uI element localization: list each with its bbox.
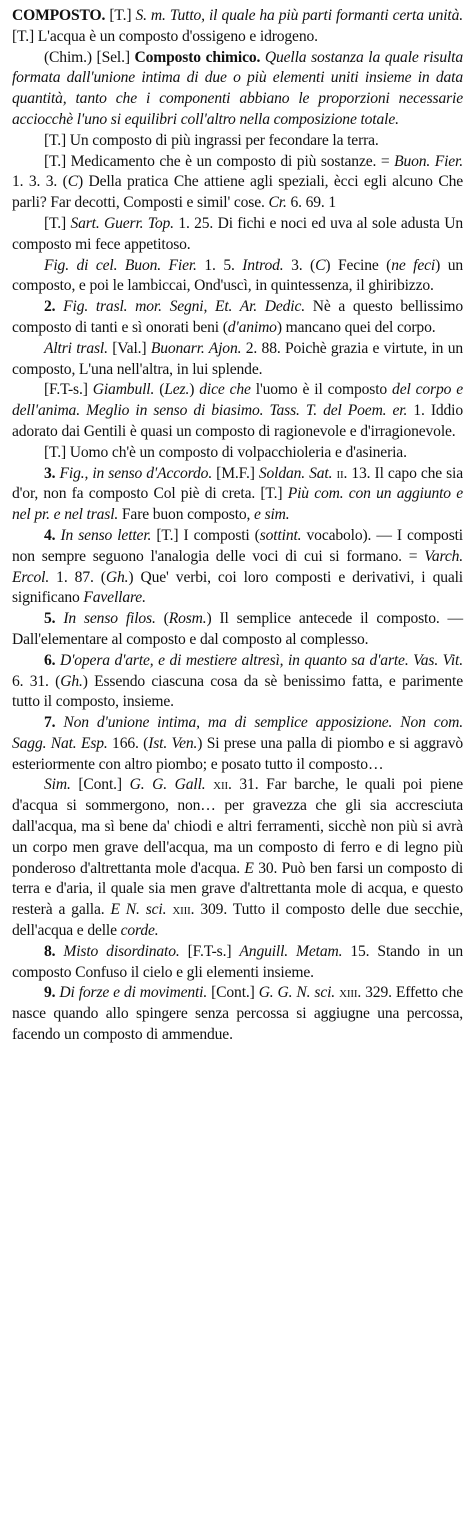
italic-text: Lez. [164,381,190,399]
body-text: (Chim.) [Sel.] [44,48,135,66]
italic-text: Gh. [60,672,83,690]
italic-text: Varch. Ercol. [12,547,463,586]
italic-text: Fig., in senso d'Accordo. [59,464,213,482]
italic-text: Di forze e di movimenti. [59,984,208,1002]
italic-text: G. G. Gall. [129,776,206,794]
bold-text: 6. [44,651,60,669]
italic-text: G. G. N. sci. [258,984,336,1002]
entry-sense-paragraph [12,526,463,609]
dictionary-entry-composto [12,6,463,1046]
entry-sense-paragraph [12,651,463,713]
body-text: 1. 5. [196,256,243,274]
italic-text: E N. sci. [110,901,167,919]
bold-text: 8. [44,942,64,960]
small-caps-text: xiii [172,901,191,919]
body-text: 3. ( [283,256,316,274]
body-text: ) un composto, e poi le lambiccai, Ond'uscì, in quintessenza, il ghiribizzo. [12,256,463,295]
small-caps-text: xii [213,776,228,794]
entry-sense-paragraph [12,775,463,941]
bold-text: COMPOSTO. [12,7,110,24]
entry-sense-paragraph [12,48,463,131]
body-text: [T.] L'acqua è un composto d'ossigeno e idrogeno. [12,27,318,45]
entry-sense-paragraph [12,609,463,651]
body-text: [Cont.] [70,776,130,794]
small-caps-text: ii [336,464,344,482]
bold-text: 5. [44,610,64,628]
bold-text: 2. [44,298,64,316]
body-text: . 31. Far barche, le quali poi piene d'acqua si sommergono, non… per gravezza che gli sia accresciuta dall'acqua, ma sì bene da' chiodi e altri ferramenti, sicchè non più si avrà un corpo men grave dell'acqua, ma un composto di ferro e di legno più ponderoso d'altrettanta mole d'acqua. [12,776,464,877]
italic-text: Soldan. Sat. [258,464,333,482]
italic-text: dice che [199,381,251,399]
entry-sense-paragraph [12,152,463,214]
italic-text: Rosm. [168,610,207,628]
italic-text: Anguill. Metam. [239,942,343,960]
italic-text: Fig. di cel. Buon. Fier. [44,256,197,274]
italic-text: In senso letter. [60,526,152,544]
italic-text: D'opera d'arte, e di mestiere altresì, in quanto sa d'arte. Vas. Vit. [59,651,463,669]
body-text: 1. 3. 3. ( [12,173,68,191]
body-text: [T.] [44,214,71,232]
bold-text: 9. [44,984,60,1002]
body-text: ( [154,381,165,399]
body-text: ) [189,381,200,399]
entry-sense-paragraph [12,297,463,339]
italic-text: Altri trasl. [44,339,108,357]
body-text: . 13. Il capo che sia d'or, non fa composto Col piè di creta. [T.] [12,464,464,503]
italic-text: Gh. [105,568,129,586]
italic-text: d'animo [227,318,277,336]
body-text: Nè a questo bellissimo composto di tanti e sì onorati beni ( [12,298,464,336]
body-text: [T.] I composti ( [151,526,260,544]
body-text: ) Que' verbi, coi loro composti e derivativi, i quali significano [12,568,463,607]
italic-text: Buon. Fier. [394,152,464,170]
bold-text: Composto chimico. [134,48,261,66]
entry-sense-paragraph [12,256,463,298]
body-text: [T.] Uomo ch'è un composto di volpacchioleria e d'asineria. [44,443,407,461]
body-text: [T.] Un composto di più ingrassi per fecondare la terra. [44,131,379,149]
italic-text: Sart. Guerr. Top. [70,214,174,232]
italic-text: Cr. [268,194,287,212]
italic-text: Quella sostanza la quale risulta formata dall'unione intima di due o più elementi uniti insieme in data quantità, tanto che i componenti abbiano le proporzioni necessarie acciocchè l'uno si equilibri coll'altro nella composizione totale. [12,48,463,128]
italic-text: C [315,256,326,274]
body-text: 2. 88. Poichè grazia e virtute, in un composto, L'una nell'altra, in lui splende. [12,339,464,378]
entry-sense-paragraph [12,131,463,152]
italic-text: Non d'unione intima, ma di semplice apposizione. Non com. Sagg. Nat. Esp. [12,714,463,752]
small-caps-text: xiii [339,984,358,1002]
body-text: ) mancano quei del corpo. [276,318,436,336]
italic-text: Introd. [242,256,284,274]
italic-text: Buonarr. Ajon. [150,339,242,357]
body-text: . 329. Effetto che nasce quando allo spingere senza percossa si aggiugne una percossa, facendo un composto di ammendue. [12,984,464,1044]
entry-sense-paragraph [12,983,463,1045]
italic-text: e sim. [254,506,290,524]
italic-text: E [244,859,254,877]
body-text: 1. Iddio adorato dai Gentili è quasi un composto di ragionevole e d'irragionevole. [12,402,464,440]
body-text: 166. ( [107,734,149,752]
entry-sense-paragraph [12,339,463,381]
entry-sense-paragraph [12,713,463,775]
body-text: [T.] Medicamento che è un composto di più sostanze. = [44,152,395,170]
body-text: [Cont.] [207,984,259,1002]
body-text: 1. 25. Di fichi e noci ed uva al sole adusta Un composto mi fece appetitoso. [12,214,463,253]
body-text: ) Fecine ( [325,256,392,274]
body-text: [Val.] [107,339,151,357]
italic-text: Sim. [44,776,71,794]
body-text: ) Essendo ciascuna cosa da sè benissimo fatta, e parimente tutto il composto, insieme. [12,672,463,711]
body-text: 30. Può ben farsi un composto di terra e d'aria, il quale sia men grave d'altrettanta mole di acqua, e questo resterà a galla. [12,859,463,919]
italic-text: Favellare. [83,589,146,607]
entry-sense-paragraph [12,464,463,526]
italic-text: C [67,173,78,191]
body-text: [F.T-s.] [44,381,93,399]
entry-headword-paragraph [12,6,463,48]
italic-text: S. m. Tutto, il quale ha più parti formanti certa unità. [135,7,463,24]
bold-text: 7. [44,714,64,732]
entry-sense-paragraph [12,380,463,442]
body-text: ) Il semplice antecede il composto. — Dall'elementare al composto e dal composto al complesso. [12,610,463,648]
italic-text: sottint. [259,526,302,544]
bold-text: 4. [44,526,61,544]
body-text: . 309. Tutto il composto delle due secchie, dell'acqua e delle [12,901,464,940]
body-text: 6. 31. ( [12,672,61,690]
italic-text: Misto disordinato. [63,942,180,960]
bold-text: 3. [44,464,60,482]
italic-text: Fig. trasl. mor. Segni, Et. Ar. Dedic. [63,298,305,316]
italic-text: In senso filos. [63,610,156,628]
body-text: l'uomo è il composto [250,381,393,399]
body-text: ) Si prese una palla di piombo e si aggravò esteriormente con altro piombo; e posato tutto il composto… [12,734,463,773]
body-text: ( [155,610,169,628]
body-text: Fare buon composto, [118,506,255,524]
italic-text: Giambull. [92,381,155,399]
italic-text: corde. [120,922,159,940]
entry-sense-paragraph [12,443,463,464]
body-text: 1. 87. ( [49,568,106,586]
body-text: 6. 69. 1 [286,194,337,212]
body-text: ) Della pratica Che attiene agli speziali, ècci egli alcuno Che parli? Far decotti, Composti e simil' cose. [12,173,463,212]
body-text: [M.F.] [212,464,259,482]
italic-text: del corpo e dell'anima. Meglio in senso di biasimo. Tass. T. del Poem. er. [12,381,464,420]
body-text: [F.T-s.] [179,942,240,960]
body-text: vocabolo). — I composti non sempre seguono l'analogia delle voci di cui si formano. = [12,526,463,565]
entry-sense-paragraph [12,942,463,984]
italic-text: Ist. Ven. [148,734,198,752]
body-text: [T.] [109,7,136,24]
entry-sense-paragraph [12,214,463,256]
italic-text: Più com. con un aggiunto e nel pr. e nel trasl. [12,485,463,524]
body-text: 15. Stando in un composto Confuso il cielo e gli elementi insieme. [12,942,463,981]
italic-text: ne feci [391,256,436,274]
